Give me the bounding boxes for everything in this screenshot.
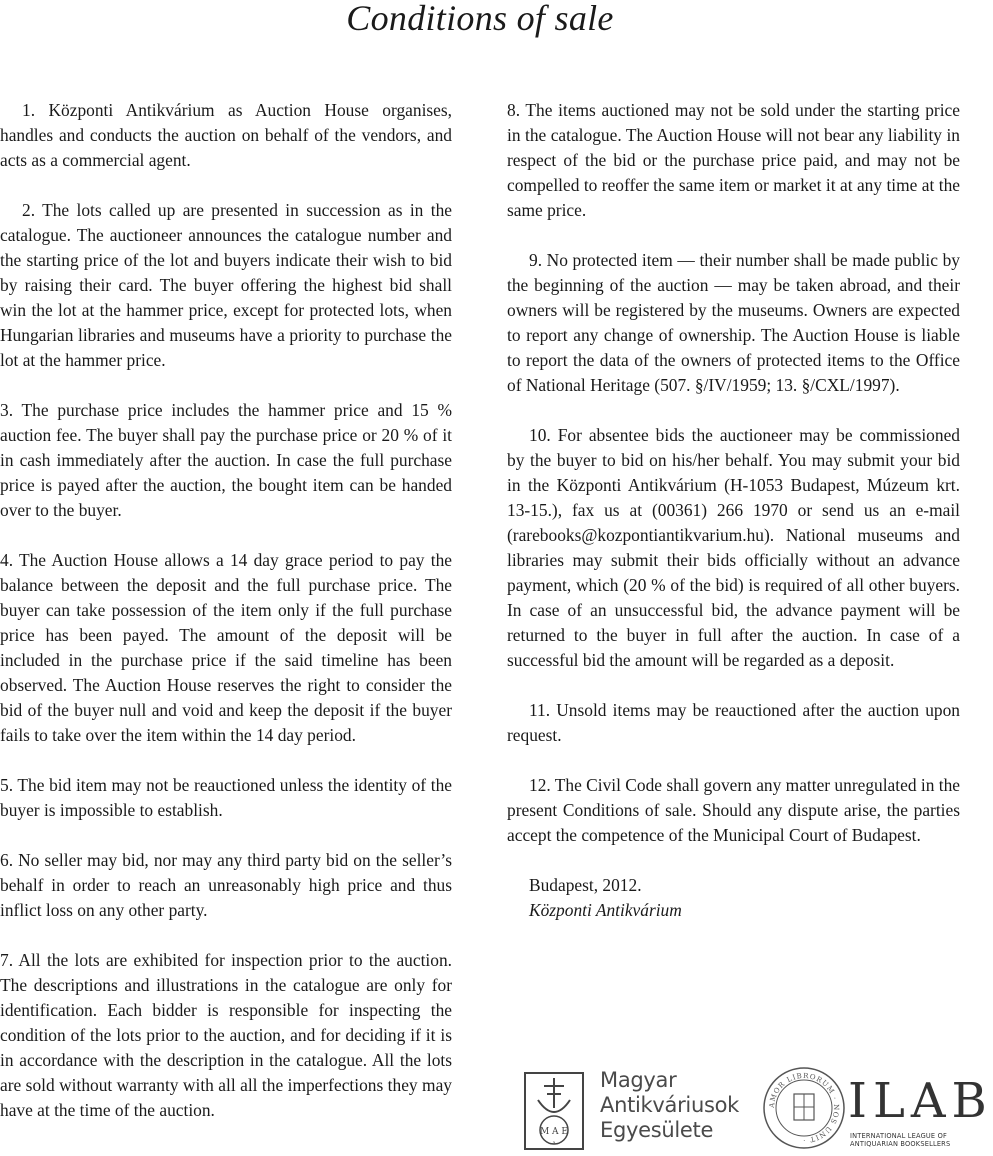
condition-paragraph-11: 11. Unsold items may be reauctioned after the auction upon request.: [507, 700, 960, 745]
ilab-subtitle: INTERNATIONAL LEAGUE OF ANTIQUARIAN BOOKSELLERS: [850, 1132, 951, 1148]
condition-paragraph-9: 9. No protected item — their number shall be made public by the beginning of the auction — may be taken abroad, and their owners will be registered by the museums. Owners are expected to report any change of ownership. The Auction House is liable to report the data of the owners of protected items to the Office of National Heritage (507. §/IV/1959; 13. §/CXL/1997).: [507, 250, 960, 395]
condition-paragraph-4: 4. The Auction House allows a 14 day grace period to pay the balance between the deposit and the full purchase price. The buyer can take possession of the item only if the full purchase price has been payed. The amount of the deposit will be included in the purchase price if the said timeline has been observed. The Auction House reserves the right to consider the bid of the buyer null and void and keep the deposit if the buyer fails to take over the item within the 14 day period.: [0, 550, 452, 745]
signature-place-date: Budapest, 2012.: [529, 875, 642, 895]
ilab-letters: ILAB: [848, 1073, 993, 1129]
condition-paragraph-3: 3. The purchase price includes the hammer price and 15 % auction fee. The buyer shall pay the purchase price or 20 % of it in cash immediately after the auction. In case the full purchase price is payed after the auction, the bought item can be handed over to the buyer.: [0, 400, 452, 520]
mae-seal-icon: [524, 1072, 584, 1152]
condition-paragraph-12: 12. The Civil Code shall govern any matter unregulated in the present Conditions of sale. Should any dispute arise, the parties accept the competence of the Municipal Court of Budapest.: [507, 775, 960, 845]
page-title: Conditions of sale: [346, 0, 614, 38]
signature-name: Központi Antikvárium: [529, 900, 682, 920]
svg-text:M A E: M A E: [539, 1127, 569, 1137]
svg-text:AMOR LIBRORUM · NOS UNIT ·: AMOR LIBRORUM · NOS UNIT ·: [767, 1071, 841, 1145]
condition-paragraph-7: 7. All the lots are exhibited for inspection prior to the auction. The descriptions and illustrations in the catalogue are only for identification. Each bidder is responsible for inspecting the condition of the lots prior to the auction, and for deciding if it is in accordance with the description in the catalogue. All the lots are sold without warranty with all all the imperfections they may have at the time of the auction.: [0, 950, 452, 1120]
ilab-logo: [762, 1066, 993, 1156]
svg-text:a: a: [552, 1140, 556, 1146]
condition-paragraph-1: 1. Központi Antikvárium as Auction House organises, handles and conducts the auction on behalf of the vendors, and acts as a commercial agent.: [0, 100, 452, 170]
mae-logo: [524, 1068, 740, 1148]
left-column: [0, 98, 452, 1148]
ilab-seal-icon: [762, 1066, 846, 1150]
condition-paragraph-5: 5. The bid item may not be reauctioned unless the identity of the buyer is impossible to establish.: [0, 775, 452, 820]
condition-paragraph-10: 10. For absentee bids the auctioneer may be commissioned by the buyer to bid on his/her behalf. You may submit your bid in the Központi Antikvárium (H-1053 Budapest, Múzeum krt. 13-15.), fax us at (00361) 266 1970 or send us an e-mail (rarebooks@kozpontiantikvarium.hu). National museums and libraries may submit their bids officially without an advance payment, which (20 % of the bid) is required of all other buyers. In case of an unsuccessful bid, the advance payment will be returned to the buyer in full after the auction. In case of a successful bid the amount will be regarded as a deposit.: [507, 425, 960, 670]
right-column: [507, 98, 960, 923]
condition-paragraph-6: 6. No seller may bid, nor may any third party bid on the seller’s behalf in order to reach an unreasonably high price and thus inflict loss on any other party.: [0, 850, 452, 920]
mae-name: Magyar Antikváriusok Egyesülete: [600, 1068, 740, 1142]
condition-paragraph-2: 2. The lots called up are presented in succession as in the catalogue. The auctioneer announces the catalogue number and the starting price of the lot and buyers indicate their wish to bid by raising their card. The buyer offering the highest bid shall win the lot at the hammer price, except for protected lots, when Hungarian libraries and museums have a priority to purchase the lot at the hammer price.: [0, 200, 452, 370]
condition-paragraph-8: 8. The items auctioned may not be sold under the starting price in the catalogue. The Auction House will not bear any liability in respect of the bid or the purchase price paid, and may not be compelled to reoffer the same item or market it at any time at the same price.: [507, 100, 960, 220]
